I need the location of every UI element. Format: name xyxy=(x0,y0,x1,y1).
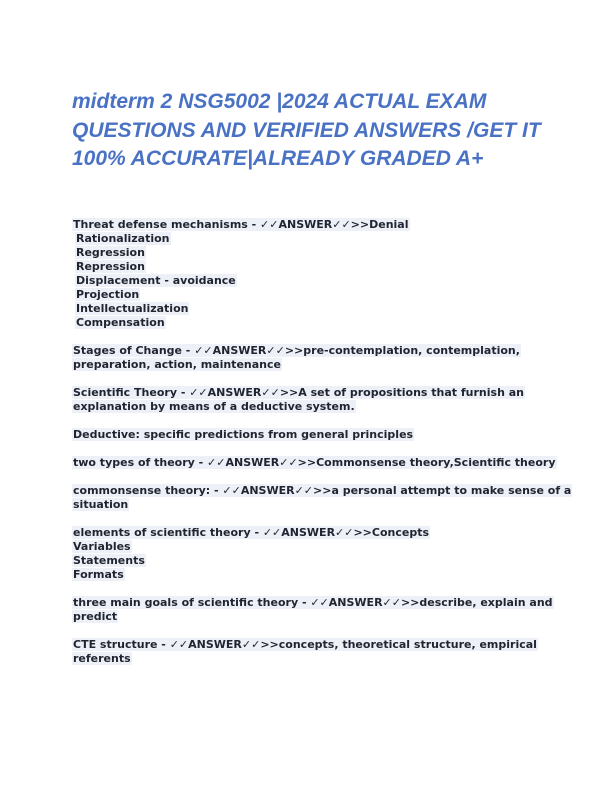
question-line: Stages of Change - ✓✓ANSWER✓✓>>pre-contemplation, contemplation, xyxy=(73,344,520,357)
question-line: Threat defense mechanisms - ✓✓ANSWER✓✓>>Denial xyxy=(73,218,409,231)
qa-entry-two-types-of-theory xyxy=(72,456,556,470)
title-line: 100% ACCURATE|ALREADY GRADED A+ xyxy=(72,147,484,170)
answer-line: preparation, action, maintenance xyxy=(73,358,281,371)
answer-item: Rationalization xyxy=(76,232,170,245)
answer-item: Formats xyxy=(73,568,124,581)
answer-item: Intellectualization xyxy=(76,302,189,315)
question-line: elements of scientific theory - ✓✓ANSWER✓✓>>Concepts xyxy=(73,526,430,539)
question-line: three main goals of scientific theory - ✓✓ANSWER✓✓>>describe, explain and xyxy=(73,596,553,609)
answer-item: Displacement - avoidance xyxy=(76,274,236,287)
answer-line: situation xyxy=(73,498,129,511)
answer-line: explanation by means of a deductive system. xyxy=(73,400,355,413)
qa-entry-elements-of-theory xyxy=(72,526,542,582)
answer-item: Variables xyxy=(73,540,131,553)
question-line: two types of theory - ✓✓ANSWER✓✓>>Commonsense theory,Scientific theory xyxy=(73,456,556,469)
qa-entry-deductive xyxy=(72,428,542,442)
title-line: midterm 2 NSG5002 |2024 ACTUAL EXAM xyxy=(72,90,487,113)
answer-item: Projection xyxy=(76,288,140,301)
qa-list xyxy=(72,218,572,666)
qa-entry-threat-defense xyxy=(72,218,542,330)
answer-line: predict xyxy=(73,610,118,623)
question-line: commonsense theory: - ✓✓ANSWER✓✓>>a personal attempt to make sense of a xyxy=(73,484,572,497)
answer-item: Regression xyxy=(76,246,145,259)
statement-line: Deductive: specific predictions from general principles xyxy=(73,428,414,441)
document-title xyxy=(72,88,552,174)
question-line: Scientific Theory - ✓✓ANSWER✓✓>>A set of propositions that furnish an xyxy=(73,386,524,399)
qa-entry-stages-of-change xyxy=(72,344,542,372)
answer-item: Compensation xyxy=(76,316,165,329)
qa-entry-scientific-theory xyxy=(72,386,542,414)
answer-item: Repression xyxy=(76,260,145,273)
qa-entry-goals-of-theory xyxy=(72,596,553,624)
answer-line: referents xyxy=(73,652,131,665)
qa-entry-commonsense-theory xyxy=(72,484,572,512)
title-line: QUESTIONS AND VERIFIED ANSWERS /GET IT xyxy=(72,118,541,142)
answer-item: Statements xyxy=(73,554,145,567)
question-line: CTE structure - ✓✓ANSWER✓✓>>concepts, theoretical structure, empirical xyxy=(73,638,537,651)
qa-entry-cte-structure xyxy=(72,638,542,666)
